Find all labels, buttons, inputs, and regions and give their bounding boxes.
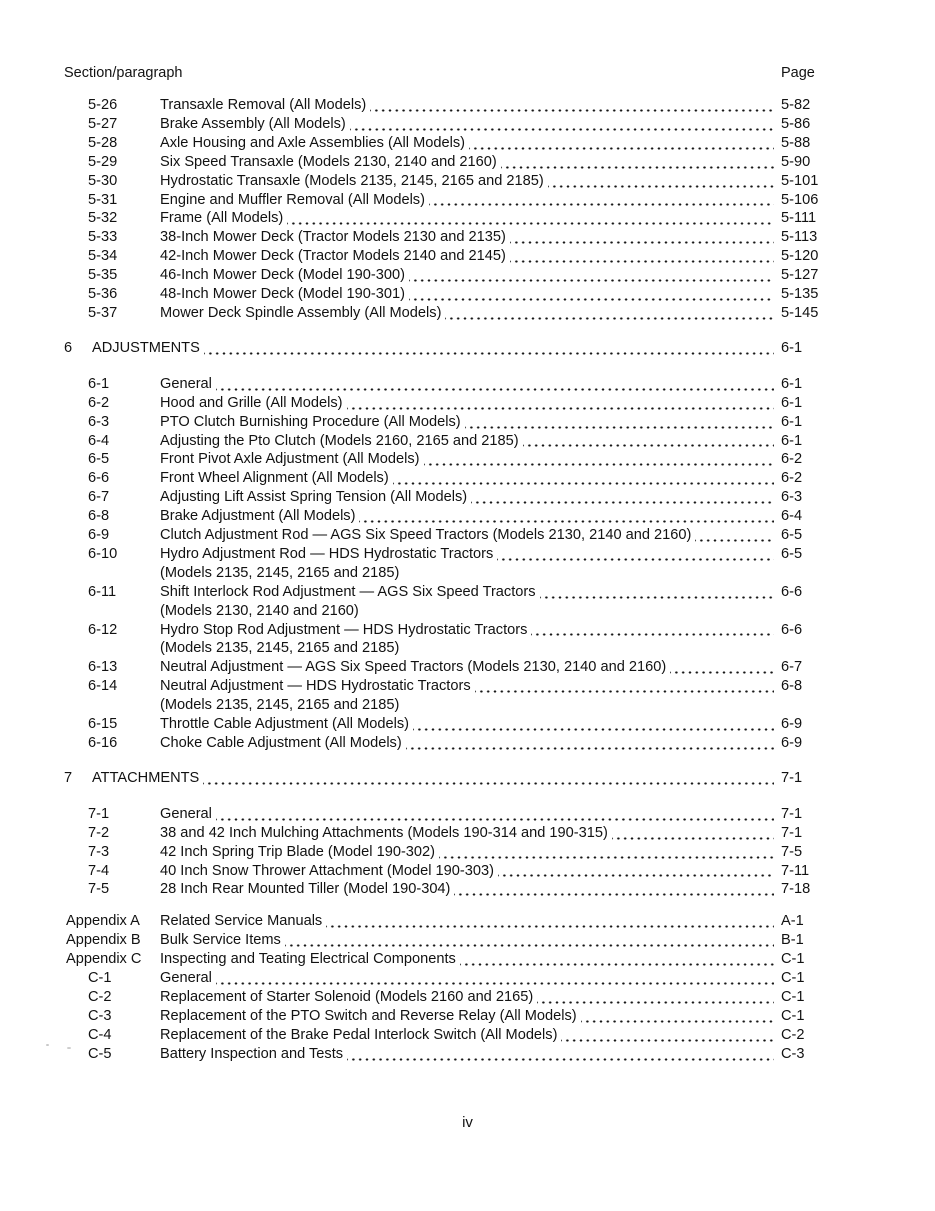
entry-title: 38 and 42 Inch Mulching Attachments (Models 190-314 and 190-315) bbox=[160, 824, 608, 841]
dot-leader bbox=[216, 375, 774, 394]
entry-title: ATTACHMENTS bbox=[92, 770, 200, 787]
page-number: 6-7 bbox=[781, 659, 803, 676]
toc-entry-continuation bbox=[64, 696, 827, 715]
entry-title: Six Speed Transaxle (Models 2130, 2140 and 2160) bbox=[160, 153, 497, 170]
page-number: 6-1 bbox=[781, 413, 803, 430]
page-number: 5-145 bbox=[781, 304, 819, 321]
page-number: 6-2 bbox=[781, 470, 803, 487]
toc-entry bbox=[64, 545, 827, 564]
section-number: 7-5 bbox=[88, 881, 110, 898]
dot-leader bbox=[409, 266, 774, 285]
dot-leader bbox=[439, 843, 774, 862]
toc-entry-continuation bbox=[64, 639, 827, 658]
section-number: 6-1 bbox=[88, 375, 110, 392]
toc-entry bbox=[64, 450, 827, 469]
page-number: 6-8 bbox=[781, 678, 803, 695]
page-number: 7-11 bbox=[781, 862, 810, 879]
toc-entry bbox=[64, 1045, 827, 1064]
section-number: Appendix A bbox=[66, 913, 140, 930]
toc-entry bbox=[64, 228, 827, 247]
section-number: 7-1 bbox=[88, 805, 110, 822]
section-paragraph-header: Section/paragraph bbox=[64, 65, 183, 81]
entry-title: 42-Inch Mower Deck (Tractor Models 2140 and 2145) bbox=[160, 248, 506, 265]
dot-leader bbox=[216, 969, 774, 988]
entry-title: PTO Clutch Burnishing Procedure (All Models) bbox=[160, 413, 461, 430]
entry-title: 38-Inch Mower Deck (Tractor Models 2130 and 2135) bbox=[160, 229, 506, 246]
entry-title: General bbox=[160, 970, 212, 987]
entry-title: Choke Cable Adjustment (All Models) bbox=[160, 735, 402, 751]
section-number: 6-8 bbox=[88, 508, 110, 525]
entry-title: Related Service Manuals bbox=[160, 913, 323, 930]
page-number: 6-5 bbox=[781, 527, 803, 544]
toc-appendix-entry bbox=[64, 912, 827, 931]
toc-entry bbox=[64, 304, 827, 323]
page-number: 6-2 bbox=[781, 451, 803, 468]
page-number: 7-1 bbox=[781, 805, 803, 822]
section-number: 6-3 bbox=[88, 413, 110, 430]
page-number: 6-1 bbox=[781, 432, 803, 449]
page-number: 6-4 bbox=[781, 508, 803, 525]
dot-leader bbox=[359, 507, 774, 526]
page-number: C-1 bbox=[781, 951, 805, 968]
entry-title: Inspecting and Teating Electrical Components bbox=[160, 951, 456, 968]
dot-leader bbox=[326, 912, 774, 931]
section-number: 5-28 bbox=[88, 134, 118, 151]
section-number: 5-34 bbox=[88, 248, 118, 265]
page-number: C-1 bbox=[781, 988, 805, 1005]
entry-title: Adjusting Lift Assist Spring Tension (All Models) bbox=[160, 489, 468, 506]
entry-title: Front Wheel Alignment (All Models) bbox=[160, 470, 389, 487]
toc-entry bbox=[64, 266, 827, 285]
page-number-footer: iv bbox=[462, 1114, 473, 1131]
page-number: 7-5 bbox=[781, 843, 803, 860]
section-number: 6 bbox=[64, 340, 73, 357]
dot-leader bbox=[285, 931, 774, 950]
entry-title: Frame (All Models) bbox=[160, 210, 284, 227]
page-number: 6-5 bbox=[781, 545, 803, 562]
section-number: 5-31 bbox=[88, 191, 118, 208]
toc-entry bbox=[64, 658, 827, 677]
toc-chapter-heading bbox=[64, 339, 827, 358]
page-number: 6-9 bbox=[781, 735, 803, 751]
page-number: B-1 bbox=[781, 932, 804, 949]
entry-title: Hydro Adjustment Rod — HDS Hydrostatic Tractors bbox=[160, 545, 494, 562]
dot-leader bbox=[537, 988, 774, 1007]
dot-leader bbox=[531, 621, 774, 640]
page-number: 5-106 bbox=[781, 191, 819, 208]
toc-entry bbox=[64, 488, 827, 507]
entry-title: Shift Interlock Rod Adjustment — AGS Six Speed Tractors bbox=[160, 583, 536, 600]
section-number: C-5 bbox=[88, 1045, 112, 1062]
entry-title: Brake Adjustment (All Models) bbox=[160, 508, 356, 525]
page-number: A-1 bbox=[781, 913, 804, 930]
entry-title: 40 Inch Snow Thrower Attachment (Model 190-303) bbox=[160, 862, 494, 879]
page-number: 5-111 bbox=[781, 210, 817, 227]
section-number: 5-26 bbox=[88, 97, 118, 113]
entry-title: Hood and Grille (All Models) bbox=[160, 394, 343, 411]
toc-entry bbox=[64, 1026, 827, 1045]
toc-entry bbox=[64, 432, 827, 451]
page-number: 7-18 bbox=[781, 881, 811, 898]
dot-leader bbox=[501, 153, 774, 172]
entry-title: ADJUSTMENTS bbox=[92, 340, 200, 357]
page-number: 5-127 bbox=[781, 267, 819, 284]
section-number: 5-33 bbox=[88, 229, 118, 246]
toc-entry bbox=[64, 172, 827, 191]
page-number: 6-6 bbox=[781, 583, 803, 600]
dot-leader bbox=[393, 469, 774, 488]
section-number: Appendix B bbox=[66, 932, 141, 949]
page-number: 7-1 bbox=[781, 824, 803, 841]
toc-entry bbox=[64, 734, 827, 753]
section-number: 5-27 bbox=[88, 115, 118, 132]
dot-leader bbox=[413, 715, 774, 734]
dot-leader bbox=[424, 450, 774, 469]
section-number: 6-16 bbox=[88, 735, 118, 751]
toc-entry bbox=[64, 134, 827, 153]
dot-leader bbox=[523, 432, 774, 451]
page-number: 6-1 bbox=[781, 340, 803, 357]
section-number: 6-14 bbox=[88, 678, 118, 695]
toc-entry bbox=[64, 96, 827, 115]
section-number: C-3 bbox=[88, 1007, 112, 1024]
scan-speck bbox=[46, 1044, 49, 1046]
page-header: Page bbox=[781, 65, 815, 81]
section-number: 7-3 bbox=[88, 843, 110, 860]
section-number: 6-6 bbox=[88, 470, 110, 487]
dot-leader bbox=[429, 191, 774, 210]
page-number: 5-113 bbox=[781, 229, 818, 246]
entry-title: Battery Inspection and Tests bbox=[160, 1045, 344, 1062]
toc-entry bbox=[64, 247, 827, 266]
page-number: 6-6 bbox=[781, 621, 803, 638]
page-number: 5-120 bbox=[781, 248, 819, 265]
section-number: 6-7 bbox=[88, 489, 110, 506]
entry-title: Engine and Muffler Removal (All Models) bbox=[160, 191, 425, 208]
toc-appendix-entry bbox=[64, 931, 827, 950]
section-number: Appendix C bbox=[66, 951, 142, 968]
dot-leader bbox=[203, 769, 774, 788]
section-number: 6-11 bbox=[88, 583, 117, 600]
dot-leader bbox=[561, 1026, 774, 1045]
entry-title: 48-Inch Mower Deck (Model 190-301) bbox=[160, 286, 405, 303]
entry-title: Replacement of the PTO Switch and Reverse Relay (All Models) bbox=[160, 1007, 577, 1024]
section-number: 7 bbox=[64, 770, 73, 787]
section-number: 7-2 bbox=[88, 824, 110, 841]
toc-entry-continuation bbox=[64, 564, 827, 583]
section-number: 5-35 bbox=[88, 267, 118, 284]
dot-leader bbox=[216, 805, 774, 824]
dot-leader bbox=[695, 526, 774, 545]
toc-entry bbox=[64, 715, 827, 734]
entry-title: Adjusting the Pto Clutch (Models 2160, 2165 and 2185) bbox=[160, 432, 519, 449]
toc-chapter-heading bbox=[64, 769, 827, 788]
page-number: 6-1 bbox=[781, 394, 803, 411]
entry-title: Hydrostatic Transaxle (Models 2135, 2145, 2165 and 2185) bbox=[160, 172, 544, 189]
dot-leader bbox=[469, 134, 774, 153]
entry-title: Throttle Cable Adjustment (All Models) bbox=[160, 716, 410, 733]
toc-list bbox=[64, 96, 827, 1064]
toc-entry bbox=[64, 209, 827, 228]
section-number: C-4 bbox=[88, 1026, 112, 1043]
entry-title: (Models 2130, 2140 and 2160) bbox=[160, 602, 359, 619]
toc-entry bbox=[64, 1007, 827, 1026]
dot-leader bbox=[409, 285, 774, 304]
entry-title: Hydro Stop Rod Adjustment — HDS Hydrostatic Tractors bbox=[160, 621, 528, 638]
dot-leader bbox=[465, 413, 774, 432]
entry-title: General bbox=[160, 375, 212, 392]
page-number: 6-1 bbox=[781, 375, 803, 392]
toc-entry bbox=[64, 375, 827, 394]
toc-entry bbox=[64, 677, 827, 696]
entry-title: Clutch Adjustment Rod — AGS Six Speed Tractors (Models 2130, 2140 and 2160) bbox=[160, 527, 692, 544]
section-number: 6-12 bbox=[88, 621, 118, 638]
entry-title: Replacement of Starter Solenoid (Models 2160 and 2165) bbox=[160, 988, 534, 1005]
dot-leader bbox=[350, 115, 774, 134]
dot-leader bbox=[581, 1007, 774, 1026]
entry-title: (Models 2135, 2145, 2165 and 2185) bbox=[160, 640, 400, 657]
entry-title: 28 Inch Rear Mounted Tiller (Model 190-304) bbox=[160, 881, 451, 898]
section-number: 6-4 bbox=[88, 432, 110, 449]
section-number: 5-36 bbox=[88, 286, 118, 303]
dot-leader bbox=[445, 304, 774, 323]
toc-page bbox=[64, 64, 827, 1064]
entry-title: Replacement of the Brake Pedal Interlock Switch (All Models) bbox=[160, 1026, 558, 1043]
page-number: C-1 bbox=[781, 1007, 805, 1024]
dot-leader bbox=[510, 247, 774, 266]
toc-entry bbox=[64, 191, 827, 210]
toc-entry bbox=[64, 805, 827, 824]
toc-entry bbox=[64, 621, 827, 640]
entry-title: Brake Assembly (All Models) bbox=[160, 115, 346, 132]
entry-title: Mower Deck Spindle Assembly (All Models) bbox=[160, 304, 442, 321]
section-number: 5-30 bbox=[88, 172, 118, 189]
page-number: C-3 bbox=[781, 1045, 805, 1062]
dot-leader bbox=[670, 658, 774, 677]
dot-leader bbox=[370, 96, 774, 115]
toc-entry bbox=[64, 880, 827, 899]
page-number: 5-86 bbox=[781, 115, 811, 132]
entry-title: 42 Inch Spring Trip Blade (Model 190-302) bbox=[160, 843, 436, 860]
toc-entry bbox=[64, 969, 827, 988]
toc-entry bbox=[64, 862, 827, 881]
toc-entry bbox=[64, 469, 827, 488]
page-number: 6-9 bbox=[781, 716, 803, 733]
section-number: 7-4 bbox=[88, 862, 110, 879]
dot-leader bbox=[204, 339, 774, 358]
toc-entry bbox=[64, 988, 827, 1007]
dot-leader bbox=[540, 583, 774, 602]
dot-leader bbox=[347, 1045, 774, 1064]
page-number: 5-90 bbox=[781, 153, 811, 170]
entry-title: Neutral Adjustment — HDS Hydrostatic Tractors bbox=[160, 678, 471, 695]
toc-entry-continuation bbox=[64, 602, 827, 621]
page-number: 7-1 bbox=[781, 770, 803, 787]
section-number: C-2 bbox=[88, 988, 112, 1005]
section-number: 6-15 bbox=[88, 716, 118, 733]
dot-leader bbox=[406, 734, 774, 753]
section-number: 6-13 bbox=[88, 659, 118, 676]
page-number: C-2 bbox=[781, 1026, 805, 1043]
entry-title: 46-Inch Mower Deck (Model 190-300) bbox=[160, 267, 405, 284]
scan-speck bbox=[67, 1047, 71, 1049]
entry-title: Front Pivot Axle Adjustment (All Models) bbox=[160, 451, 420, 468]
dot-leader bbox=[510, 228, 774, 247]
column-headers bbox=[64, 64, 827, 83]
toc-entry bbox=[64, 413, 827, 432]
entry-title: Bulk Service Items bbox=[160, 932, 281, 949]
toc-entry bbox=[64, 526, 827, 545]
dot-leader bbox=[471, 488, 774, 507]
toc-appendix-entry bbox=[64, 950, 827, 969]
section-number: 6-9 bbox=[88, 527, 110, 544]
section-number: 5-37 bbox=[88, 304, 118, 321]
dot-leader bbox=[497, 545, 774, 564]
toc-entry bbox=[64, 115, 827, 134]
dot-leader bbox=[287, 209, 774, 228]
dot-leader bbox=[612, 824, 774, 843]
entry-title: Transaxle Removal (All Models) bbox=[160, 97, 367, 113]
dot-leader bbox=[460, 950, 774, 969]
toc-entry bbox=[64, 843, 827, 862]
entry-title: Neutral Adjustment — AGS Six Speed Tractors (Models 2130, 2140 and 2160) bbox=[160, 659, 667, 676]
section-number: 6-10 bbox=[88, 545, 118, 562]
page-number: C-1 bbox=[781, 970, 805, 987]
section-number: C-1 bbox=[88, 970, 112, 987]
entry-title: (Models 2135, 2145, 2165 and 2185) bbox=[160, 564, 400, 581]
dot-leader bbox=[498, 862, 774, 881]
page-number: 5-88 bbox=[781, 134, 811, 151]
section-number: 6-5 bbox=[88, 451, 110, 468]
section-number: 5-29 bbox=[88, 153, 118, 170]
page-number: 5-82 bbox=[781, 97, 811, 113]
toc-entry bbox=[64, 824, 827, 843]
entry-title: Axle Housing and Axle Assemblies (All Models) bbox=[160, 134, 465, 151]
dot-leader bbox=[475, 677, 774, 696]
page-number: 6-3 bbox=[781, 489, 803, 506]
entry-title: General bbox=[160, 805, 212, 822]
toc-entry bbox=[64, 153, 827, 172]
toc-entry bbox=[64, 507, 827, 526]
toc-entry bbox=[64, 583, 827, 602]
dot-leader bbox=[548, 172, 774, 191]
page-number: 5-135 bbox=[781, 286, 819, 303]
toc-entry bbox=[64, 394, 827, 413]
page-number: 5-101 bbox=[781, 172, 819, 189]
section-number: 5-32 bbox=[88, 210, 118, 227]
entry-title: (Models 2135, 2145, 2165 and 2185) bbox=[160, 697, 400, 714]
section-number: 6-2 bbox=[88, 394, 110, 411]
toc-entry bbox=[64, 285, 827, 304]
dot-leader bbox=[347, 394, 775, 413]
dot-leader bbox=[454, 880, 774, 899]
